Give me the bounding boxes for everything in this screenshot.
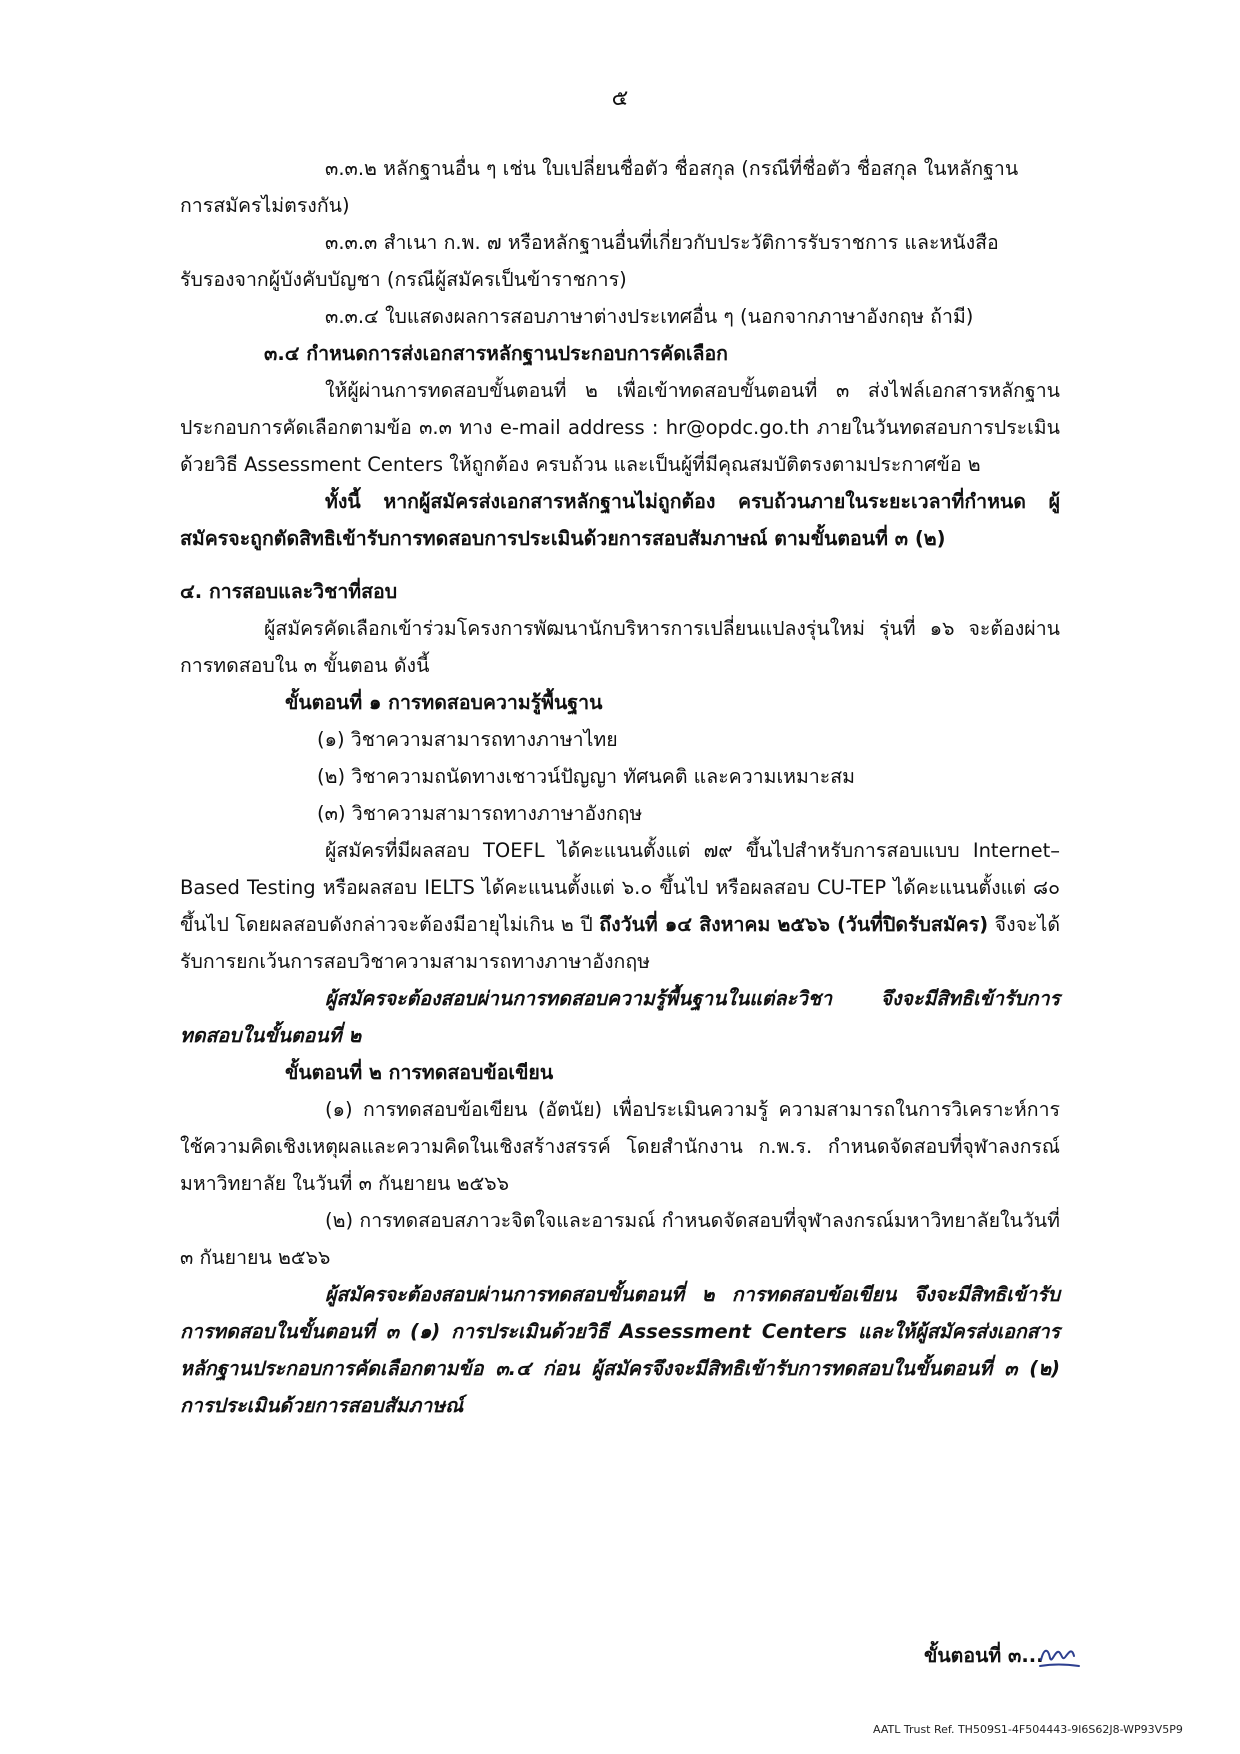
- toefl-exemption-paragraph: [180, 832, 1060, 980]
- toefl-exemption-text: ผู้สมัครที่มีผลสอบ TOEFL ได้คะแนนตั้งแต่ ๗๙ ขึ้นไปสำหรับการสอบแบบ Internet–Based Testing หรือผลสอบ IELTS ได้คะแนนตั้งแต่ ๖.๐ ขึ้นไป หรือผลสอบ CU-TEP ได้คะแนนตั้งแต่ ๘๐ ขึ้นไป โดยผลสอบดังกล่าวจะต้องมีอายุไม่เกิน ๒ ปี: [180, 839, 1060, 936]
- step-1-item-2: (๒) วิชาความถนัดทางเชาวน์ปัญญา ทัศนคติ และความเหมาะสม: [317, 765, 856, 788]
- section-3-4-paragraph: ให้ผู้ผ่านการทดสอบขั้นตอนที่ ๒ เพื่อเข้าทดสอบขั้นตอนที่ ๓ ส่งไฟล์เอกสารหลักฐานประกอบการคัดเลือกตามข้อ ๓.๓ ทาง e-mail address : hr@opdc.go.th ภายในวันทดสอบการประเมินด้วยวิธี Assessment Centers ให้ถูกต้อง ครบถ้วน และเป็นผู้ที่มีคุณสมบัติตรงตามประกาศข้อ ๒: [180, 379, 1060, 476]
- step-2-note: ผู้สมัครจะต้องสอบผ่านการทดสอบขั้นตอนที่ ๒ การทดสอบข้อเขียน จึงจะมีสิทธิเข้ารับการทดสอบในขั้นตอนที่ ๓ (๑) การประเมินด้วยวิธี Assessment Centers และให้ผู้สมัครส่งเอกสารหลักฐานประกอบการคัดเลือกตามข้อ ๓.๔ ก่อน ผู้สมัครจึงจะมีสิทธิเข้ารับการทดสอบในขั้นตอนที่ ๓ (๒) การประเมินด้วยการสอบสัมภาษณ์: [180, 1283, 1060, 1417]
- step-2-heading: ขั้นตอนที่ ๒ การทดสอบข้อเขียน: [285, 1061, 554, 1084]
- signature-mark-icon: [1038, 1640, 1082, 1670]
- item-3-3-4: ๓.๓.๔ ใบแสดงผลการสอบภาษาต่างประเทศอื่น ๆ (นอกจากภาษาอังกฤษ ถ้ามี): [325, 305, 974, 328]
- step-2-item-2: (๒) การทดสอบสภาวะจิตใจและอารมณ์ กำหนดจัดสอบที่จุฬาลงกรณ์มหาวิทยาลัยในวันที่ ๓ กันยายน ๒๕๖๖: [180, 1209, 1060, 1269]
- item-3-3-2-line2: การสมัครไม่ตรงกัน): [180, 194, 350, 217]
- document-body: [180, 150, 1060, 1424]
- page-number: ๕: [611, 86, 629, 111]
- next-step-label: ขั้นตอนที่ ๓...: [924, 1644, 1044, 1667]
- toefl-exemption-end: จึงจะได้รับการยกเว้นการสอบวิชาความสามารถทางภาษาอังกฤษ: [180, 913, 1061, 973]
- section-3-4-warning: ทั้งนี้ หากผู้สมัครส่งเอกสารหลักฐานไม่ถูกต้อง ครบถ้วนภายในระยะเวลาที่กำหนด ผู้สมัครจะถูกตัดสิทธิเข้ารับการทดสอบการประเมินด้วยการสอบสัมภาษณ์ ตามขั้นตอนที่ ๓ (๒): [180, 490, 1060, 550]
- item-3-3-2-line1: ๓.๓.๒ หลักฐานอื่น ๆ เช่น ใบเปลี่ยนชื่อตัว ชื่อสกุล (กรณีที่ชื่อตัว ชื่อสกุล ในหลักฐาน: [325, 157, 1019, 180]
- trust-reference: AATL Trust Ref. TH509S1-4F504443-9I6S62J8-WP93V5P9: [873, 1723, 1183, 1736]
- step-1-item-1: (๑) วิชาความสามารถทางภาษาไทย: [317, 728, 618, 751]
- step-1-heading: ขั้นตอนที่ ๑ การทดสอบความรู้พื้นฐาน: [285, 691, 603, 714]
- item-3-3-3-line1: ๓.๓.๓ สำเนา ก.พ. ๗ หรือหลักฐานอื่นที่เกี่ยวกับประวัติการรับราชการ และหนังสือ: [325, 231, 999, 254]
- step-2-item-1: (๑) การทดสอบข้อเขียน (อัตนัย) เพื่อประเมินความรู้ ความสามารถในการวิเคราะห์การใช้ความคิดเชิงเหตุผลและความคิดในเชิงสร้างสรรค์ โดยสำนักงาน ก.พ.ร. กำหนดจัดสอบที่จุฬาลงกรณ์มหาวิทยาลัย ในวันที่ ๓ กันยายน ๒๕๖๖: [180, 1098, 1060, 1195]
- step-1-item-3: (๓) วิชาความสามารถทางภาษาอังกฤษ: [317, 802, 643, 825]
- section-3-4-heading: ๓.๔ กำหนดการส่งเอกสารหลักฐานประกอบการคัดเลือก: [264, 342, 728, 365]
- section-4-heading: ๔. การสอบและวิชาที่สอบ: [180, 580, 398, 603]
- section-4-intro: ผู้สมัครคัดเลือกเข้าร่วมโครงการพัฒนานักบริหารการเปลี่ยนแปลงรุ่นใหม่ รุ่นที่ ๑๖ จะต้องผ่านการทดสอบใน ๓ ขั้นตอน ดังนี้: [180, 617, 1060, 677]
- step-1-note: ผู้สมัครจะต้องสอบผ่านการทดสอบความรู้พื้นฐานในแต่ละวิชา จึงจะมีสิทธิเข้ารับการทดสอบในขั้นตอนที่ ๒: [180, 987, 1060, 1047]
- item-3-3-3-line2: รับรองจากผู้บังคับบัญชา (กรณีผู้สมัครเป็นข้าราชการ): [180, 268, 627, 291]
- toefl-deadline: ถึงวันที่ ๑๔ สิงหาคม ๒๕๖๖ (วันที่ปิดรับสมัคร): [599, 913, 989, 936]
